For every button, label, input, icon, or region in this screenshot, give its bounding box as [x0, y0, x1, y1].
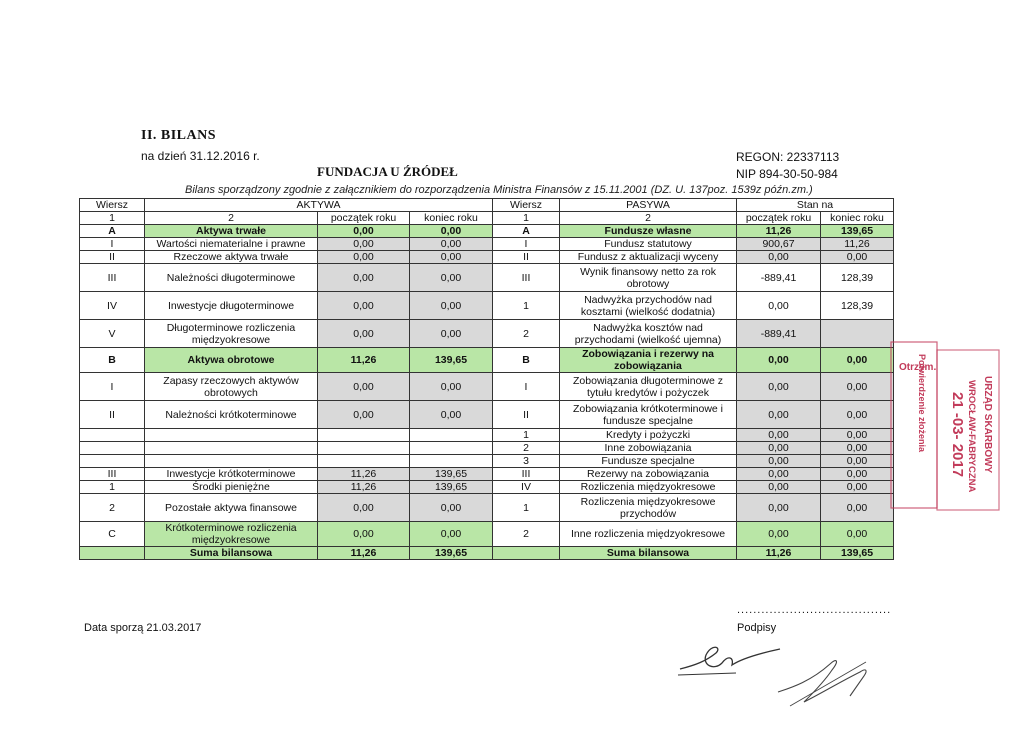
row-pasywa-start: -889,41 [737, 264, 821, 292]
table-row [80, 373, 894, 401]
row-pasywa-end: 0,00 [821, 373, 894, 401]
row-aktywa-label: Inwestycje długoterminowe [145, 292, 318, 320]
signature-line: ...................................... [737, 604, 892, 616]
sum-aktywa-start: 11,26 [318, 547, 410, 560]
head-col-2: 2 [145, 212, 318, 225]
head-aktywa: AKTYWA [145, 199, 493, 212]
header-row-2 [80, 212, 894, 225]
row-aktywa-start: 0,00 [318, 401, 410, 429]
row-wiersz-aktywa: II [80, 401, 145, 429]
section-title: II. BILANS [141, 128, 217, 143]
row-pasywa-start: 0,00 [737, 442, 821, 455]
row-aktywa-end: 0,00 [410, 320, 493, 348]
row-pasywa-label: Fundusze własne [560, 225, 737, 238]
row-wiersz-aktywa [80, 429, 145, 442]
row-pasywa-start: 0,00 [737, 481, 821, 494]
signatures-label: Podpisy [737, 622, 777, 634]
row-pasywa-end: 128,39 [821, 264, 894, 292]
row-wiersz-aktywa [80, 442, 145, 455]
row-aktywa-label [145, 455, 318, 468]
row-aktywa-start: 0,00 [318, 320, 410, 348]
row-wiersz-aktywa: III [80, 264, 145, 292]
row-pasywa-label: Kredyty i pożyczki [560, 429, 737, 442]
head-stan: Stan na [737, 199, 894, 212]
row-pasywa-end: 0,00 [821, 494, 894, 522]
row-wiersz-pasywa: B [493, 348, 560, 373]
stamp-date: 21 -03- 2017 [949, 392, 966, 478]
row-pasywa-label: Zobowiązania krótkoterminowe i fundusze specjalne [560, 401, 737, 429]
row-pasywa-label: Rezerwy na zobowiązania [560, 468, 737, 481]
sum-pasywa-label: Suma bilansowa [560, 547, 737, 560]
organization-name: FUNDACJA U ŹRÓDEŁ [317, 164, 458, 179]
row-aktywa-start: 0,00 [318, 373, 410, 401]
table-row [80, 320, 894, 348]
head-pasywa: PASYWA [560, 199, 737, 212]
head-col-3: początek roku [318, 212, 410, 225]
row-aktywa-end [410, 455, 493, 468]
row-aktywa-label: Pozostałe aktywa finansowe [145, 494, 318, 522]
head-col-6: 2 [560, 212, 737, 225]
row-aktywa-start: 0,00 [318, 238, 410, 251]
signature-2-icon [770, 652, 880, 712]
row-pasywa-end: 0,00 [821, 455, 894, 468]
row-wiersz-aktywa: A [80, 225, 145, 238]
row-wiersz-aktywa: 2 [80, 494, 145, 522]
row-wiersz-aktywa: I [80, 238, 145, 251]
row-wiersz-pasywa: I [493, 373, 560, 401]
table-row [80, 348, 894, 373]
head-col-7: początek roku [737, 212, 821, 225]
row-wiersz-pasywa: I [493, 238, 560, 251]
row-pasywa-label: Nadwyżka przychodów nad kosztami (wielkość dodatnia) [560, 292, 737, 320]
row-wiersz-aktywa: V [80, 320, 145, 348]
row-pasywa-end: 0,00 [821, 481, 894, 494]
table-row [80, 429, 894, 442]
row-aktywa-end: 139,65 [410, 481, 493, 494]
row-wiersz-pasywa: 3 [493, 455, 560, 468]
row-pasywa-end: 0,00 [821, 429, 894, 442]
row-pasywa-end: 0,00 [821, 468, 894, 481]
row-aktywa-label: Krótkoterminowe rozliczenia międzyokresowe [145, 522, 318, 547]
row-wiersz-aktywa: 1 [80, 481, 145, 494]
table-row [80, 401, 894, 429]
row-aktywa-end: 0,00 [410, 292, 493, 320]
row-pasywa-label: Inne zobowiązania [560, 442, 737, 455]
head-col-5: 1 [493, 212, 560, 225]
row-aktywa-start: 0,00 [318, 292, 410, 320]
row-pasywa-end: 0,00 [821, 348, 894, 373]
table-row [80, 292, 894, 320]
row-wiersz-aktywa: III [80, 468, 145, 481]
sum-wiersz-pasywa [493, 547, 560, 560]
row-aktywa-label: Rzeczowe aktywa trwałe [145, 251, 318, 264]
row-aktywa-end: 0,00 [410, 494, 493, 522]
table-row [80, 468, 894, 481]
row-aktywa-start: 11,26 [318, 348, 410, 373]
row-aktywa-end: 139,65 [410, 348, 493, 373]
table-row [80, 251, 894, 264]
row-pasywa-label: Zobowiązania i rezerwy na zobowiązania [560, 348, 737, 373]
sum-aktywa-label: Suma bilansowa [145, 547, 318, 560]
row-aktywa-label: Wartości niematerialne i prawne [145, 238, 318, 251]
row-wiersz-pasywa: II [493, 401, 560, 429]
row-pasywa-start: 11,26 [737, 225, 821, 238]
row-aktywa-end: 0,00 [410, 238, 493, 251]
row-aktywa-end: 0,00 [410, 251, 493, 264]
row-aktywa-label: Długoterminowe rozliczenia międzyokresowe [145, 320, 318, 348]
nip-number: NIP 894-30-50-984 [736, 167, 838, 181]
row-aktywa-start: 11,26 [318, 468, 410, 481]
table-row [80, 238, 894, 251]
row-pasywa-end [821, 320, 894, 348]
row-wiersz-pasywa: III [493, 468, 560, 481]
row-pasywa-end: 139,65 [821, 225, 894, 238]
row-aktywa-start [318, 429, 410, 442]
row-wiersz-aktywa: IV [80, 292, 145, 320]
legal-basis-subtitle: Bilans sporządzony zgodnie z załącznikiem do rozporządzenia Ministra Finansów z 15.11.2001 (DZ. U. 137poz. 1539z późn.zm.) [185, 184, 813, 196]
balance-table [79, 198, 894, 560]
row-wiersz-aktywa: I [80, 373, 145, 401]
row-aktywa-start [318, 442, 410, 455]
row-wiersz-pasywa: 2 [493, 320, 560, 348]
row-wiersz-pasywa: A [493, 225, 560, 238]
row-wiersz-pasywa: 1 [493, 494, 560, 522]
row-wiersz-pasywa: 1 [493, 292, 560, 320]
row-wiersz-aktywa: C [80, 522, 145, 547]
row-aktywa-start: 0,00 [318, 522, 410, 547]
stamp-received: Otrzym. [899, 362, 937, 373]
row-aktywa-start: 0,00 [318, 264, 410, 292]
head-col-4: koniec roku [410, 212, 493, 225]
row-aktywa-end [410, 429, 493, 442]
row-pasywa-start: 0,00 [737, 292, 821, 320]
row-wiersz-pasywa: 2 [493, 442, 560, 455]
row-pasywa-end: 0,00 [821, 522, 894, 547]
row-pasywa-end: 0,00 [821, 442, 894, 455]
row-pasywa-start: 0,00 [737, 494, 821, 522]
row-pasywa-label: Rozliczenia międzyokresowe [560, 481, 737, 494]
table-row [80, 225, 894, 238]
table-row [80, 455, 894, 468]
head-col-1: 1 [80, 212, 145, 225]
row-aktywa-label: Aktywa trwałe [145, 225, 318, 238]
row-pasywa-start: -889,41 [737, 320, 821, 348]
table-row [80, 442, 894, 455]
row-pasywa-end: 11,26 [821, 238, 894, 251]
row-pasywa-label: Fundusz statutowy [560, 238, 737, 251]
table-row [80, 494, 894, 522]
table-row [80, 264, 894, 292]
stamp-office-line-1: URZĄD SKARBOWY [982, 376, 993, 474]
head-wiersz-2: Wiersz [493, 199, 560, 212]
row-aktywa-end: 139,65 [410, 468, 493, 481]
preparation-date: Data sporzą 21.03.2017 [84, 622, 202, 634]
head-col-8: koniec roku [821, 212, 894, 225]
tax-office-stamp-icon [889, 340, 1001, 512]
row-wiersz-pasywa: III [493, 264, 560, 292]
row-aktywa-end: 0,00 [410, 264, 493, 292]
row-pasywa-label: Fundusz z aktualizacji wyceny [560, 251, 737, 264]
row-wiersz-pasywa: IV [493, 481, 560, 494]
row-pasywa-label: Rozliczenia międzyokresowe przychodów [560, 494, 737, 522]
balance-date: na dzień 31.12.2016 r. [141, 149, 260, 163]
row-aktywa-end: 0,00 [410, 401, 493, 429]
row-pasywa-start: 0,00 [737, 429, 821, 442]
row-pasywa-end: 0,00 [821, 401, 894, 429]
stamp-confirm: Potwierdzenie złożenia [917, 354, 927, 453]
row-aktywa-label: Należności długoterminowe [145, 264, 318, 292]
row-pasywa-label: Zobowiązania długoterminowe z tytułu kredytów i pożyczek [560, 373, 737, 401]
row-pasywa-end: 128,39 [821, 292, 894, 320]
row-aktywa-end: 0,00 [410, 522, 493, 547]
row-aktywa-label: Środki pieniężne [145, 481, 318, 494]
row-pasywa-label: Nadwyżka kosztów nad przychodami (wielkość ujemna) [560, 320, 737, 348]
row-pasywa-start: 0,00 [737, 348, 821, 373]
row-pasywa-label: Fundusze specjalne [560, 455, 737, 468]
row-aktywa-label: Zapasy rzeczowych aktywów obrotowych [145, 373, 318, 401]
row-aktywa-label: Inwestycje krótkoterminowe [145, 468, 318, 481]
row-aktywa-end: 0,00 [410, 225, 493, 238]
row-aktywa-label [145, 429, 318, 442]
row-wiersz-aktywa [80, 455, 145, 468]
table-row [80, 481, 894, 494]
row-pasywa-start: 0,00 [737, 455, 821, 468]
row-aktywa-start: 0,00 [318, 251, 410, 264]
sum-wiersz-aktywa [80, 547, 145, 560]
row-pasywa-start: 0,00 [737, 251, 821, 264]
sum-row [80, 547, 894, 560]
sum-pasywa-start: 11,26 [737, 547, 821, 560]
stamp-office-line-2: WROCŁAW-FABRYCZNA [966, 380, 977, 493]
row-aktywa-label [145, 442, 318, 455]
row-aktywa-end [410, 442, 493, 455]
row-pasywa-start: 0,00 [737, 373, 821, 401]
regon-number: REGON: 22337113 [736, 150, 840, 164]
row-aktywa-start: 0,00 [318, 225, 410, 238]
table-row [80, 522, 894, 547]
row-aktywa-end: 0,00 [410, 373, 493, 401]
row-pasywa-start: 900,67 [737, 238, 821, 251]
row-pasywa-label: Wynik finansowy netto za rok obrotowy [560, 264, 737, 292]
row-wiersz-pasywa: 1 [493, 429, 560, 442]
row-pasywa-end: 0,00 [821, 251, 894, 264]
header-row-1 [80, 199, 894, 212]
row-wiersz-pasywa: II [493, 251, 560, 264]
row-pasywa-start: 0,00 [737, 401, 821, 429]
row-aktywa-start [318, 455, 410, 468]
row-pasywa-label: Inne rozliczenia międzyokresowe [560, 522, 737, 547]
row-pasywa-start: 0,00 [737, 522, 821, 547]
head-wiersz: Wiersz [80, 199, 145, 212]
row-wiersz-pasywa: 2 [493, 522, 560, 547]
sum-pasywa-end: 139,65 [821, 547, 894, 560]
row-aktywa-start: 11,26 [318, 481, 410, 494]
row-wiersz-aktywa: B [80, 348, 145, 373]
row-wiersz-aktywa: II [80, 251, 145, 264]
row-pasywa-start: 0,00 [737, 468, 821, 481]
row-aktywa-start: 0,00 [318, 494, 410, 522]
row-aktywa-label: Należności krótkoterminowe [145, 401, 318, 429]
sum-aktywa-end: 139,65 [410, 547, 493, 560]
row-aktywa-label: Aktywa obrotowe [145, 348, 318, 373]
